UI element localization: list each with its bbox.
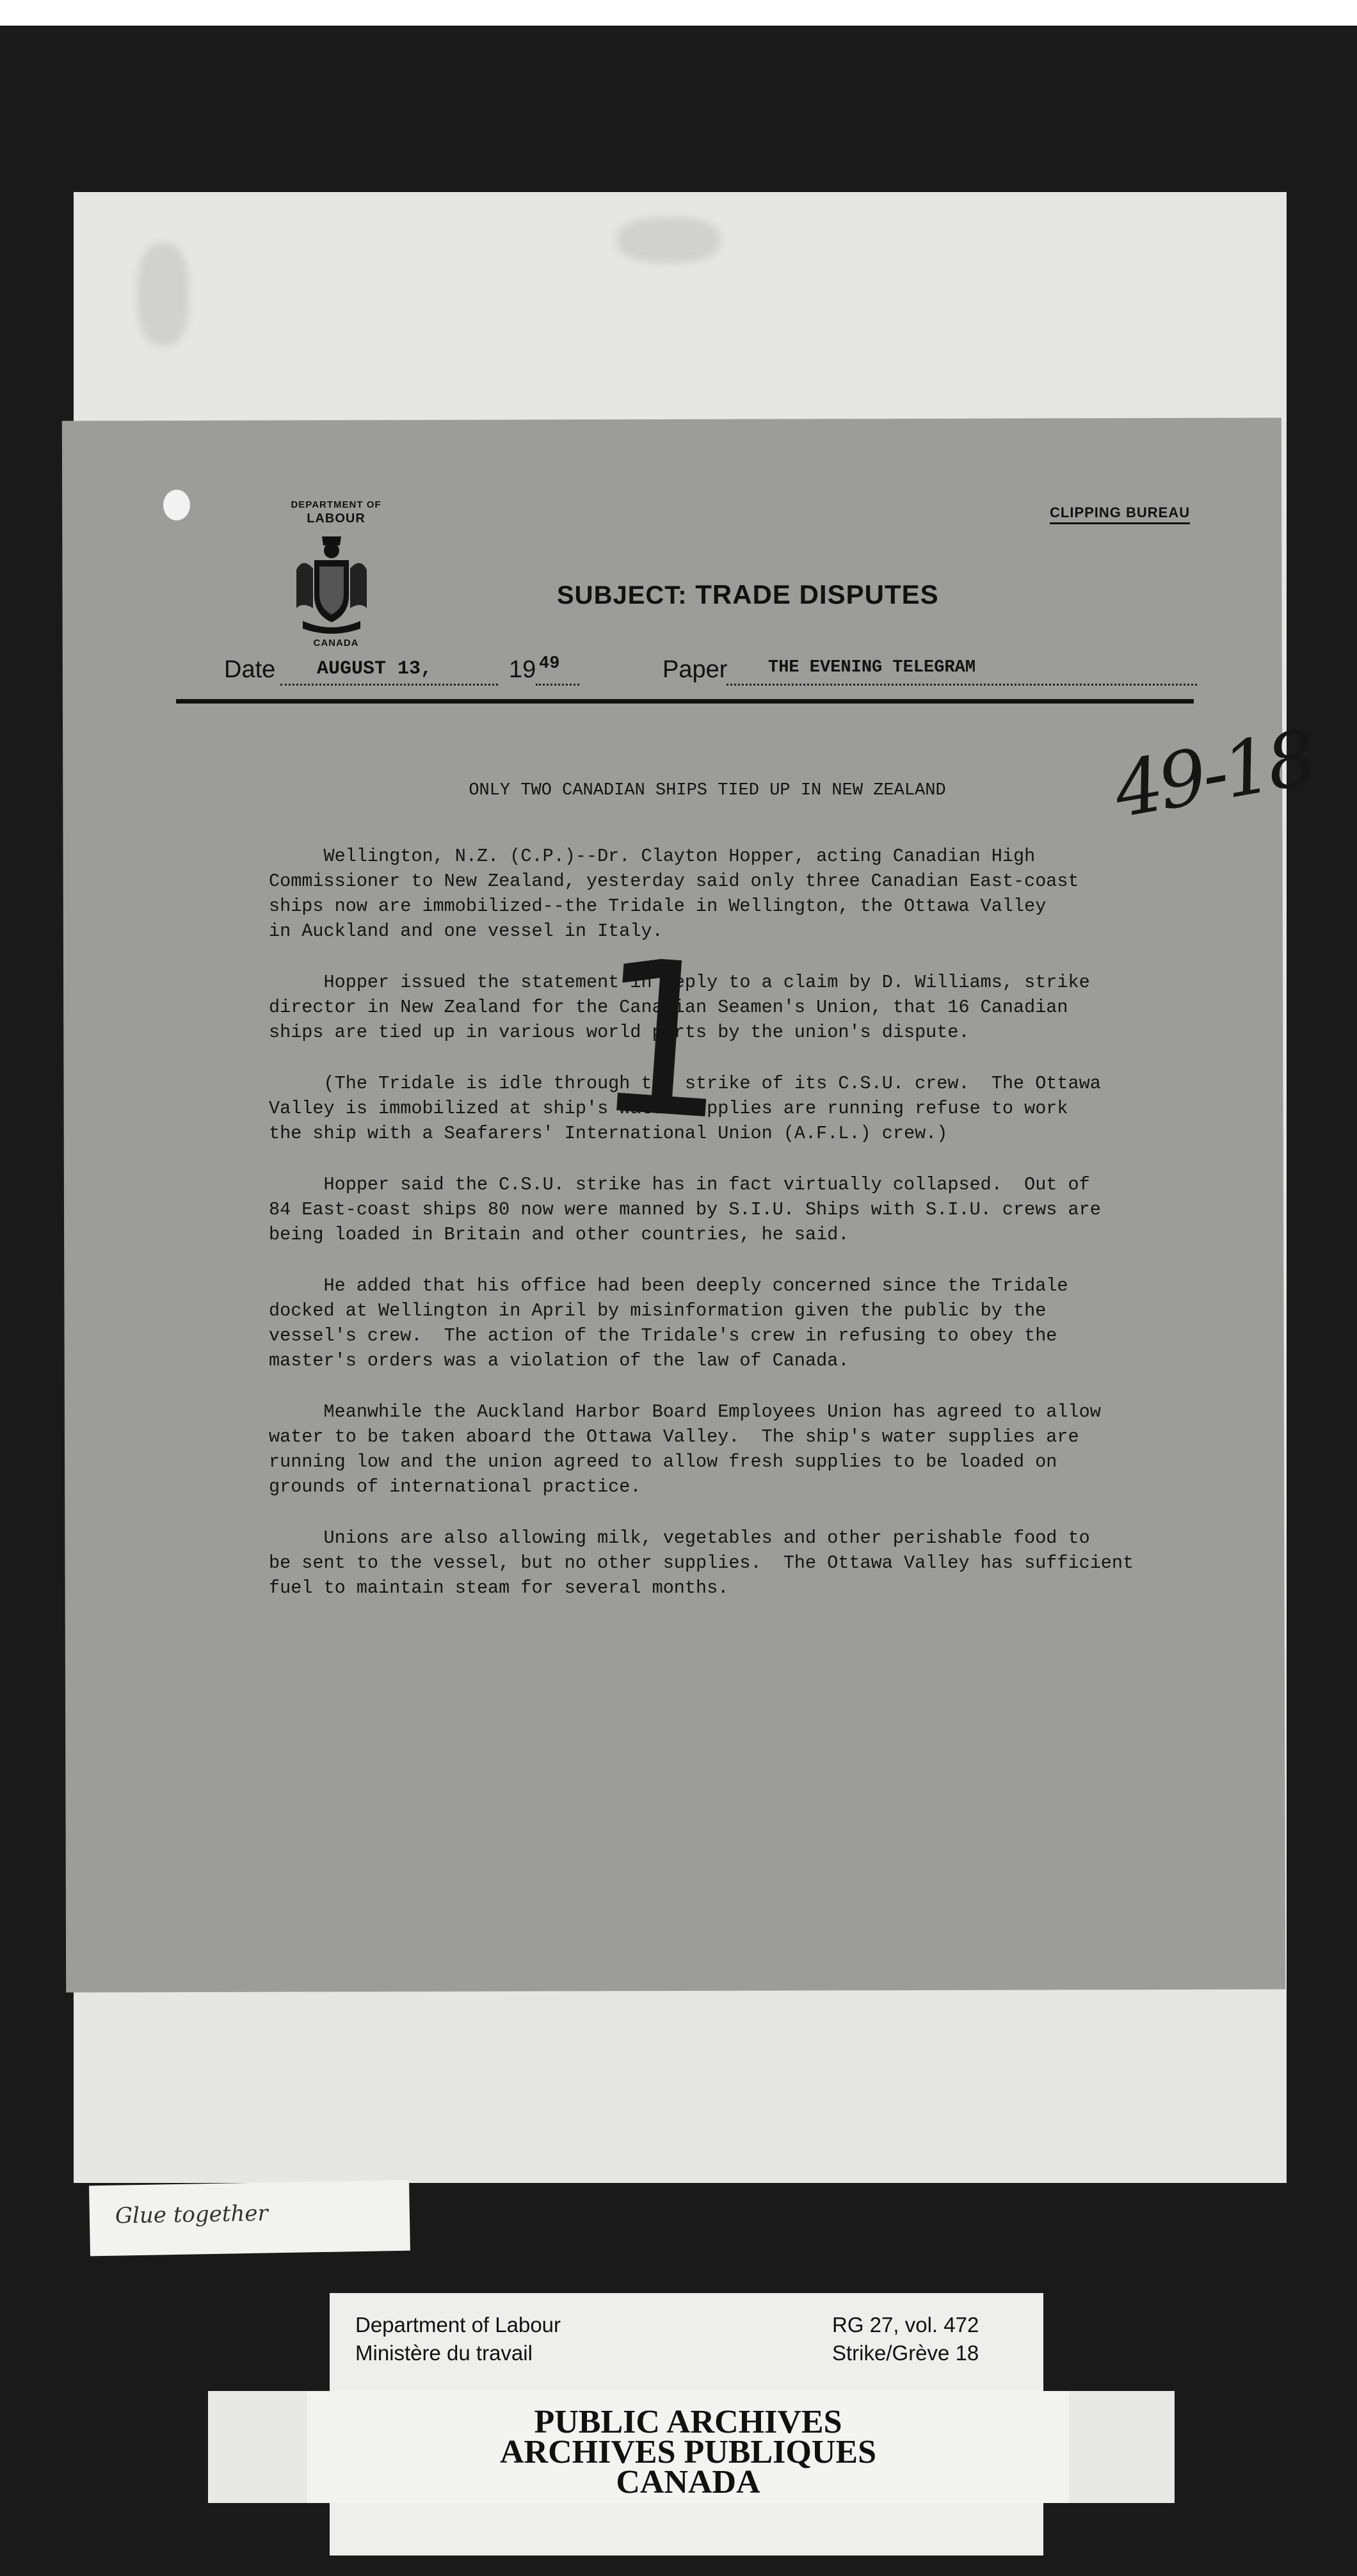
paper-label: Paper [662,656,728,683]
article-paragraph: Wellington, N.Z. (C.P.)--Dr. Clayton Hopper, acting Canadian High Commissioner to New Zealand, yesterday said only three Canadian East-coast ships now are immobilized--the Tridale in Wellington, the Ottawa Valley in Auckland and one vessel in Italy. [269,846,1079,942]
country-label: CANADA [313,638,359,648]
article-paragraph: Unions are also allowing milk, vegetables and other perishable food to be sent to the vessel, but no other supplies. The Ottawa Valley has sufficient fuel to maintain steam for several months. [269,1527,1134,1598]
subject-label: SUBJECT: [557,581,687,609]
department-line1: DEPARTMENT OF [291,499,381,510]
year-value: 49 [539,654,560,673]
glue-note-slip [89,2180,410,2257]
article-paragraph: Hopper issued the statement in reply to a claim by D. Williams, strike director in New Zealand for the Canadian Seamen's Union, that 16 Canadian ships are tied up in various world ports by the union's dispute. [269,972,1090,1043]
date-paper-line [224,653,1197,691]
smudge [138,243,189,346]
paper-value: THE EVENING TELEGRAM [768,658,976,677]
glue-note-text: Glue together [115,2200,269,2229]
date-dotted-line [280,684,498,686]
label-strike: Strike/Grève 18 [832,2341,979,2365]
date-label: Date [224,656,276,683]
department-heading [275,499,397,526]
coat-of-arms-icon [290,531,373,634]
public-archives-stamp [307,2404,1069,2500]
year-prefix: 19 [509,656,536,683]
label-reference [832,2311,979,2367]
handwritten-file-number: 49-18 [1107,713,1319,835]
smudge [618,218,720,262]
label-dept-fr: Ministère du travail [355,2341,533,2365]
article-paragraph: (The Tridale is idle through the strike of its C.S.U. crew. The Ottawa Valley is immobilized at ship's water supplies are running refuse to work the ship with a Seafarers' International Union (A.F.L.) crew.) [269,1073,1101,1144]
article-headline: ONLY TWO CANADIAN SHIPS TIED UP IN NEW ZEALAND [469,781,946,800]
label-dept-en: Department of Labour [355,2313,561,2337]
paper-dotted-line [727,684,1197,686]
article-paragraph: He added that his office had been deeply concerned since the Tridale docked at Wellington in April by misinformation given the public by the vessel's crew. The action of the Tridale's crew in refusing to obey the master's orders was a violation of the law of Canada. [269,1275,1068,1371]
punch-hole [163,490,190,520]
subject-value: TRADE DISPUTES [695,579,939,609]
archives-line2: ARCHIVES PUBLIQUES [499,2434,877,2470]
article-paragraph: Meanwhile the Auckland Harbor Board Employees Union has agreed to allow water to be taken aboard the Ottawa Valley. The ship's water supplies are running low and the union agreed to allow fresh supplies to be loaded on grounds of international practice. [269,1401,1101,1497]
year-dotted-line [536,684,579,686]
label-department [355,2311,561,2367]
archives-line1: PUBLIC ARCHIVES [534,2404,842,2440]
clipping-bureau-label: CLIPPING BUREAU [1050,504,1190,524]
handwritten-large-mark: 1 [586,913,739,1168]
article-paragraph: Hopper said the C.S.U. strike has in fact virtually collapsed. Out of 84 East-coast ships 80 now were manned by S.I.U. Ships with S.I.U. crews are being loaded in Britain and other countries, he said. [269,1174,1101,1245]
header-rule [176,699,1194,704]
department-line2: LABOUR [307,511,365,526]
subject-line [557,579,939,610]
label-ref: RG 27, vol. 472 [832,2313,979,2337]
date-value: AUGUST 13, [317,658,433,680]
archives-line3: CANADA [616,2464,760,2500]
article-body [269,844,1223,1627]
